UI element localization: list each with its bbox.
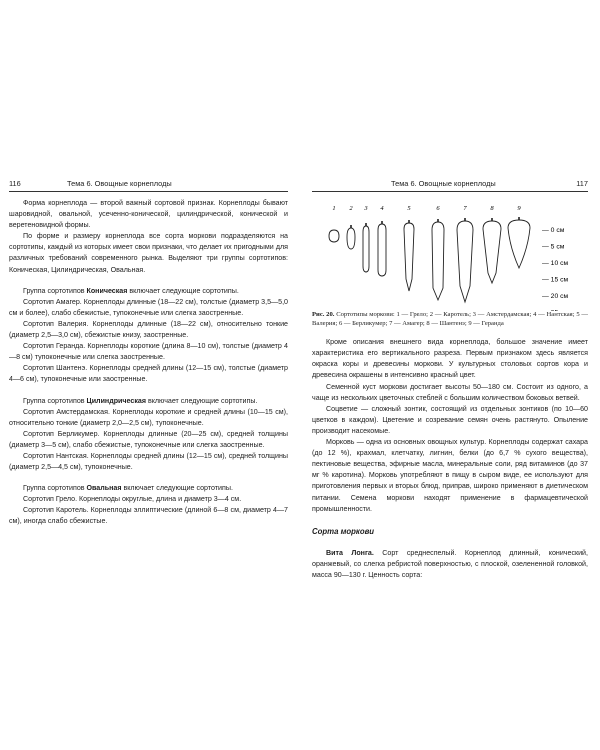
caption-text: Сортотипы моркови: 1 — Грело; 2 — Каротель; 3 — Амстердамская; 4 — Нантская; 5 — Валерия; 6 — Берликумер; 7 — Амагер; 8 — Шантенэ; 9 — Геранда <box>312 311 589 327</box>
left-page-number: 116 <box>9 179 21 188</box>
paragraph-lead: Группа сортотипов <box>23 484 87 493</box>
right-page <box>312 178 588 581</box>
variety-name: Вита Лонга. <box>326 548 374 557</box>
group-keyword: Коническая <box>86 286 128 295</box>
paragraph: Сортотип Нантская. Корнеплоды средней длины (12—15 см), средней толщины (диаметр 2,5—4,5 см), тупоконечные. <box>9 451 288 472</box>
left-body-text <box>9 198 288 528</box>
paragraph: Форма корнеплода — второй важный сортовой признак. Корнеплоды бывают шаровидной, овальной, усеченно-коничеcкой, цилиндрической, конической и веретеновидной формы. <box>9 199 288 230</box>
carrot-9 <box>508 220 530 268</box>
scale-label: — 5 см <box>542 243 565 251</box>
carrot-5 <box>404 223 414 291</box>
carrot-number: 3 <box>364 205 368 212</box>
paragraph: Сортотип Валерия. Корнеплоды длинные (18—22 см), относительно тонкие (диаметр 2,5—3,0 см), сбежистые книзу, заостренные. <box>9 319 288 340</box>
paragraph-tail: включает следующие сортотипы. <box>121 484 233 493</box>
carrot-figure <box>312 198 588 311</box>
right-page-number: 117 <box>576 179 588 188</box>
carrot-8 <box>483 221 501 283</box>
paragraph: Сортотип Берликумер. Корнеплоды длинные (20—25 см), средней толщины (диаметр 3—5 см), слабо сбежистые, тупоконечные или слегка заостренные. <box>9 429 288 449</box>
figure-caption <box>312 311 588 328</box>
carrot-shapes <box>329 220 530 302</box>
length-scale <box>542 227 569 311</box>
paragraph: Сортотип Амстердамская. Корнеплоды короткие и средней длины (10—15 см), относительно тонкие (диаметр 2,0—2,5 см), тупоконечные. <box>9 407 288 427</box>
carrot-4 <box>378 224 386 276</box>
right-running-title: Тема 6. Овощные корнеплоды <box>391 179 496 188</box>
scale-label: — 20 см <box>542 293 569 300</box>
paragraph <box>9 286 288 297</box>
paragraph-lead: Группа сортотипов <box>23 286 87 295</box>
group-keyword: Овальная <box>86 484 122 493</box>
group-keyword: Цилиндрическая <box>86 396 146 405</box>
carrot-numbers <box>332 205 521 212</box>
left-running-title: Тема 6. Овощные корнеплоды <box>67 179 172 188</box>
scale-label: — 10 см <box>542 260 569 267</box>
left-running-head <box>9 178 288 192</box>
caption-label: Рис. 20. <box>312 311 335 318</box>
carrot-number: 2 <box>349 205 353 212</box>
carrot-number: 8 <box>490 205 494 212</box>
paragraph <box>9 396 288 407</box>
paragraph <box>9 483 288 494</box>
carrot-number: 7 <box>463 205 467 212</box>
paragraph: Сортотип Геранда. Корнеплоды короткие (длина 8—10 см), толстые (диаметр 4—8 см) тупоконечные или слегка заостренные. <box>9 342 288 362</box>
carrot-1 <box>329 230 339 242</box>
carrot-number: 9 <box>517 205 521 212</box>
paragraph: Сортотип Каротель. Корнеплоды эллиптические (длиной 6—8 см, диаметр 4—7 см), иногда слабо сбежистые. <box>9 506 288 526</box>
scale-label: — 0 см <box>542 227 565 234</box>
scale-label: — 15 см <box>542 276 569 284</box>
carrot-7 <box>457 221 473 302</box>
paragraph: Сортотип Амагер. Корнеплоды длинные (18—22 см), толстые (диаметр 3,5—5,0 см и более), слабо сбежистые, тупоконечные или слегка заостренные. <box>9 297 288 317</box>
carrot-6 <box>432 222 444 300</box>
carrot-drawing <box>312 198 588 311</box>
carrot-number: 6 <box>436 205 440 212</box>
carrot-number: 5 <box>407 205 411 212</box>
paragraph-tail: включает следующие сортотипы. <box>127 286 239 295</box>
variety-entry <box>312 548 588 581</box>
paragraph: Кроме описания внешнего вида корнеплода, большое значение имеет характеристика его вертикального разреза. Первым признаком здесь является окраска коры и древесины моркови. У культурных столовых сортов кора и древесина окрашены в интенсивно красный цвет. <box>312 338 588 380</box>
right-running-head <box>312 178 588 192</box>
paragraph: Соцветие — сложный зонтик, состоящий из отдельных зонтиков (по 10—60 цветков в каждом). Цветение и созревание семян очень растянуто. Опыление производит насекомые. <box>312 404 588 435</box>
carrot-number: 1 <box>332 205 336 212</box>
variety-text: Сорт среднеспелый. Корнеплод длинный, конический, оранжевый, со слегка ребристой поверхностью, с плоской, озелененной головкой, масса 90—130 г. Ценность сорта: <box>312 548 588 579</box>
paragraph: Сортотип Грело. Корнеплоды округлые, длина и диаметр 3—4 см. <box>23 495 242 504</box>
paragraph-tail: включает следующие сортотипы. <box>145 396 258 405</box>
section-heading: Сорта моркови <box>312 526 375 536</box>
carrot-3 <box>363 226 369 272</box>
paragraph: Морковь — одна из основных овощных культур. Корнеплоды содержат сахара (до 12 %), крахмал, клетчатку, лигнин, белки (до 6,7 % сухого вещества), пектиновые вещества, эфирные масла, минеральные соли, ряд витаминов (до 37 мг % каротина). Морковь употребляют в пищу в сыром виде, ее используют для приготовления первых и вторых блюд, приправ, широко применяют в диетическом питании. Семена моркови находят применение в фармацевтической промышленности. <box>312 438 588 513</box>
carrot-2 <box>347 228 355 249</box>
left-page <box>9 178 288 528</box>
paragraph: Сортотип Шантенэ. Корнеплоды средней длины (12—15 см), толстые (диаметр 4—6 см), тупоконечные или заостренные. <box>9 364 288 384</box>
carrot-number: 4 <box>380 205 384 212</box>
paragraph: Семенной куст моркови достигает высоты 50—180 см. Состоит из одного, а чаще из нескольких цветочных стеблей с большим количеством боковых ветвей. <box>312 382 588 402</box>
right-body-text <box>312 337 588 515</box>
paragraph-lead: Группа сортотипов <box>23 396 87 405</box>
scale-label <box>542 310 569 312</box>
paragraph: По форме и размеру корнеплода все сорта моркови подразделяются на сортотипы, каждый из которых имеет свои признаки, что делает их пригодными для различных требований современного рынка. Выделяют три группы сортотипов: Коническая, Цилиндрическая, Овальная. <box>9 232 288 274</box>
